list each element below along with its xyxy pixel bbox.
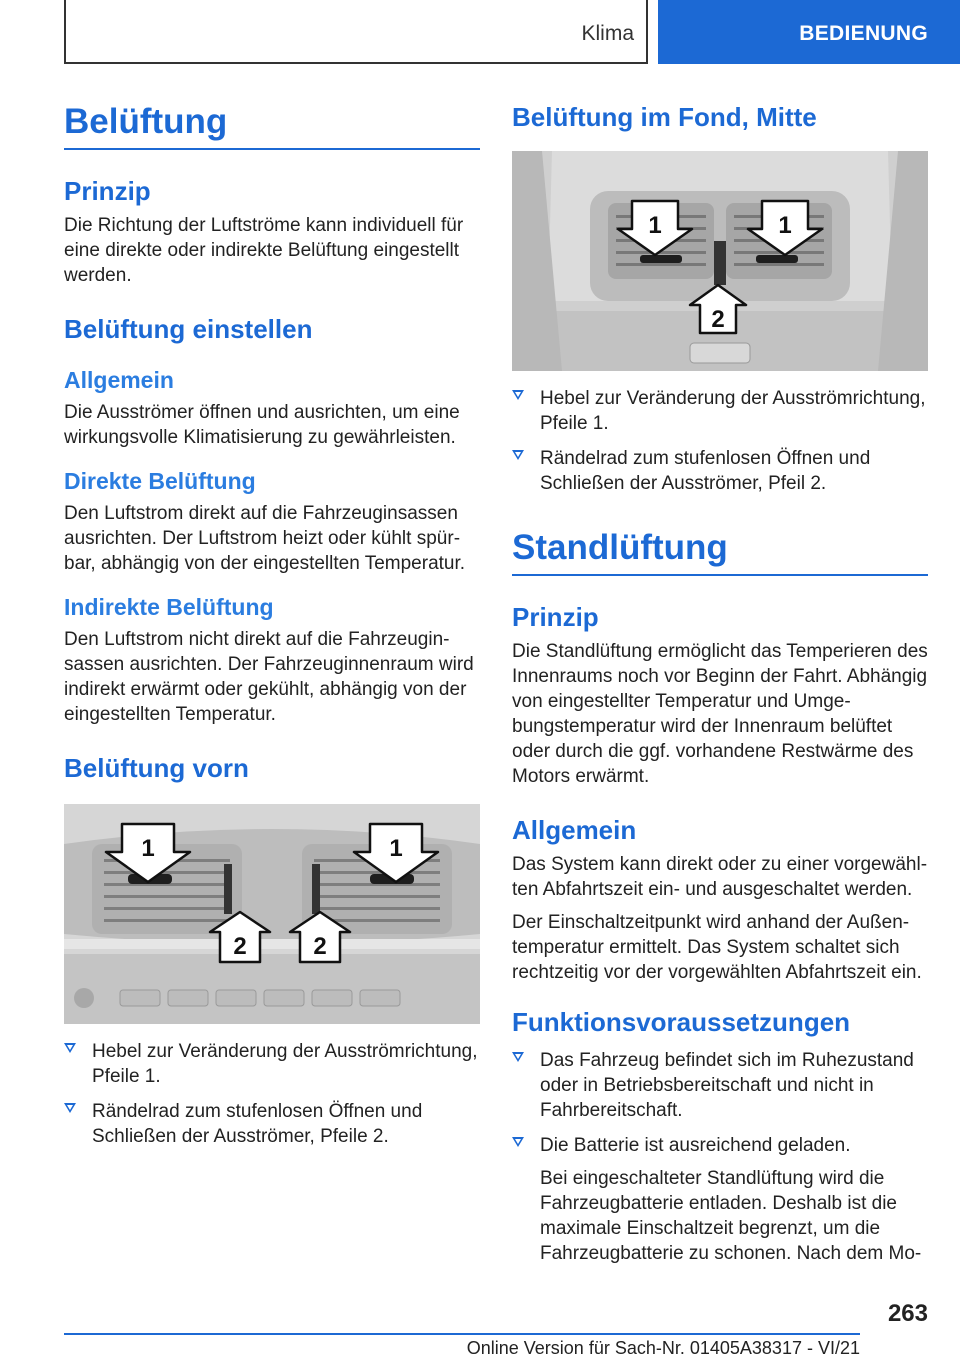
- text-stand-allgemein-2: Der Einschaltzeitpunkt wird anhand der Außentemperatur ermittelt. Das System schaltet sich rechtzeitig vor der vorgewählten Abfahrtszeit ein.: [512, 912, 922, 983]
- rear-vents-image: [512, 151, 928, 371]
- list-item: Rändelrad zum stufenlosen Öffnen und Schließen der Ausströmer, Pfeile 2.: [64, 1099, 480, 1149]
- triangle-bullet-icon: [512, 390, 524, 400]
- list-item: Das Fahrzeug befindet sich im Ruhezustand oder in Betriebsbereitschaft und nicht in Fahrbereitschaft.: [512, 1048, 928, 1123]
- heading-stand-prinzip: Prinzip: [512, 602, 599, 632]
- section-label: BEDIENUNG: [799, 22, 928, 45]
- triangle-bullet-icon: [64, 1043, 76, 1053]
- list-item: Die Batterie ist ausreichend geladen.: [512, 1133, 928, 1158]
- heading-direkt: Direkte Belüftung: [64, 468, 256, 494]
- text-prinzip: Die Richtung der Luftströme kann individuell für eine direkte oder indirekte Belüftung eingestellt werden.: [64, 215, 464, 286]
- list-item: Hebel zur Veränderung der Ausströmrichtung, Pfeile 1.: [64, 1039, 480, 1089]
- heading-vorn: Belüftung vorn: [64, 753, 249, 783]
- front-label-1a: 1: [141, 835, 155, 862]
- heading-indirekt: Indirekte Belüftung: [64, 594, 274, 620]
- chapter-label: Klima: [581, 22, 634, 45]
- footer-version-text: Online Version für Sach-Nr. 01405A38317 - VI/21: [466, 1338, 860, 1358]
- text-allgemein: Die Ausströmer öffnen und ausrichten, um eine wirkungsvolle Klimatisierung zu gewährleisten.: [64, 402, 460, 448]
- rear-label-2: 2: [711, 306, 725, 333]
- right-column: [512, 102, 928, 1266]
- heading-stand-allgemein: Allgemein: [512, 815, 637, 845]
- list-item: Hebel zur Veränderung der Ausströmrichtung, Pfeile 1.: [512, 386, 928, 436]
- front-label-2a: 2: [233, 933, 247, 960]
- text-stand-prinzip: Die Standlüftung ermöglicht das Temperieren des Innenraums noch vor Beginn der Fahrt. Abhängig von eingestellter Temperatur und Umgebungstemperatur wird der Innenraum belüftet oder durch die ggf. vorhandene Restwärme des Motors erwärmt.: [512, 641, 928, 787]
- front-label-2b: 2: [313, 933, 327, 960]
- left-column: [64, 102, 480, 1149]
- text-indirekt: Den Luftstrom nicht direkt auf die Fahrzeuginsassen ausrichten. Der Fahrzeuginnenraum wird indirekt erwärmt oder gekühlt, abhängig von der eingestellten Temperatur.: [64, 629, 474, 725]
- funktion-list: [512, 1048, 928, 1158]
- heading-fond: Belüftung im Fond, Mitte: [512, 102, 817, 132]
- rear-label-1a: 1: [648, 212, 662, 239]
- section-tab: [658, 0, 960, 64]
- triangle-bullet-icon: [64, 1103, 76, 1113]
- triangle-bullet-icon: [512, 450, 524, 460]
- rear-label-1b: 1: [778, 212, 792, 239]
- text-direkt: Den Luftstrom direkt auf die Fahrzeuginsassen ausrichten. Der Luftstrom heizt oder kühlt spürbar, abhängig von der eingestellten Temperatur.: [64, 503, 466, 574]
- rear-vents-list: [512, 386, 928, 496]
- text-stand-allgemein-1: Das System kann direkt oder zu einer vorgewählten Abfahrtszeit ein- und ausgeschaltet werden.: [512, 854, 928, 900]
- triangle-bullet-icon: [512, 1052, 524, 1062]
- list-item: Rändelrad zum stufenlosen Öffnen und Schließen der Ausströmer, Pfeil 2.: [512, 446, 928, 496]
- heading-prinzip: Prinzip: [64, 176, 151, 206]
- triangle-bullet-icon: [512, 1137, 524, 1147]
- front-label-1b: 1: [389, 835, 403, 862]
- heading-funktion: Funktionsvoraussetzungen: [512, 1007, 851, 1037]
- page-number: 263: [887, 1300, 928, 1327]
- page-title-belueftung: Belüftung: [64, 102, 480, 150]
- heading-allgemein: Allgemein: [64, 367, 174, 393]
- front-vents-image: [64, 804, 480, 1024]
- page-title-standlueftung: Standlüftung: [512, 528, 928, 576]
- heading-einstellen: Belüftung einstellen: [64, 314, 313, 344]
- footer-divider: [64, 1333, 860, 1335]
- text-funktion-note: Bei eingeschalteter Standlüftung wird die Fahrzeugbatterie entladen. Deshalb ist die maximale Einschaltzeit begrenzt, um die Fahrzeugbatterie zu schonen. Nach dem Mo-: [540, 1168, 922, 1264]
- front-vents-list: [64, 1039, 480, 1149]
